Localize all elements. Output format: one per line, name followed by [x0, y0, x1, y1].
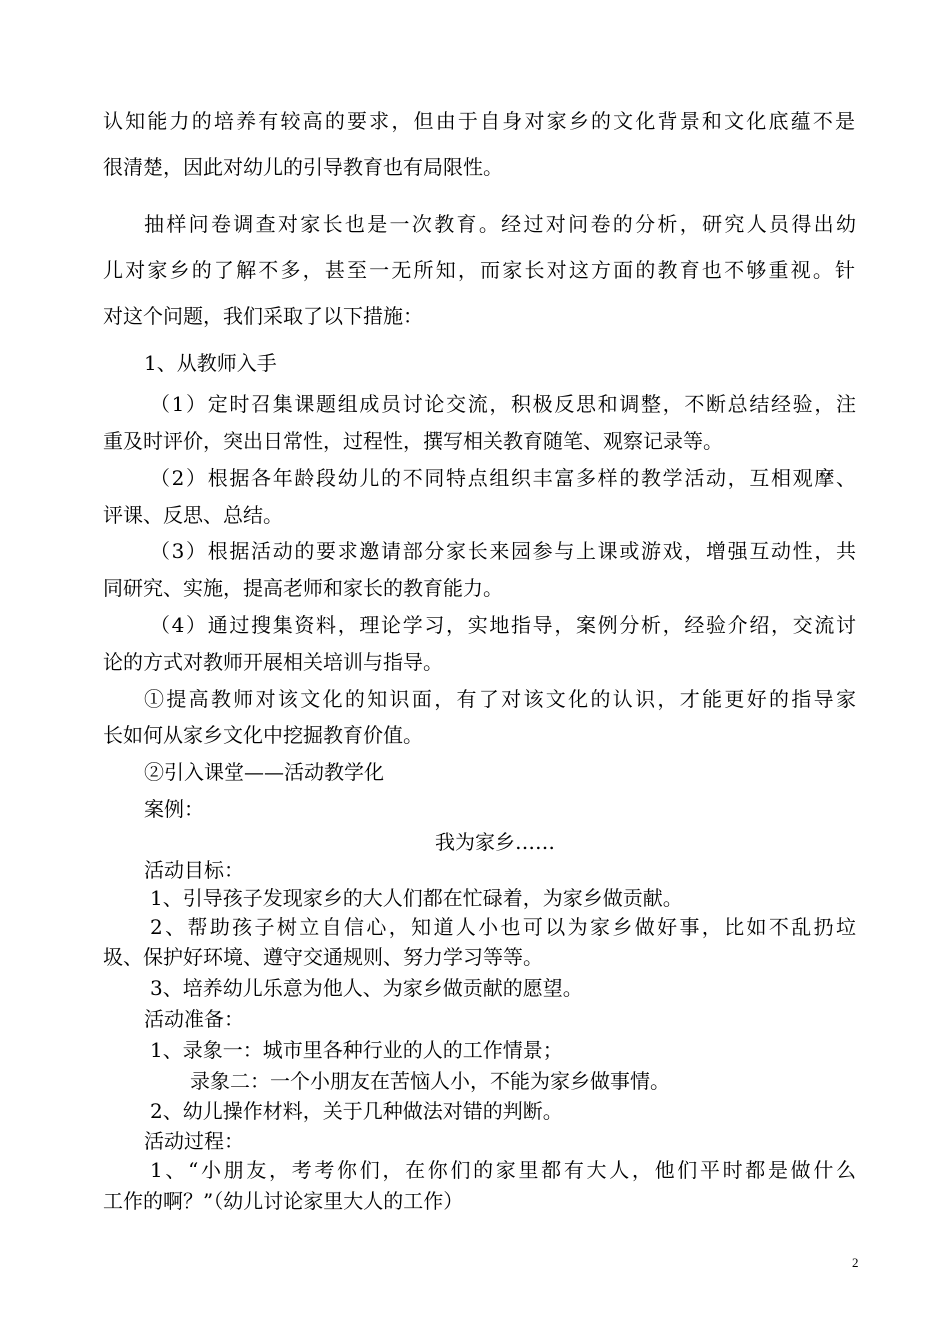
- case-label: 案例：: [144, 797, 204, 821]
- body-text-line: ②引入课堂——活动教学化: [144, 760, 384, 784]
- list-item: 1、录象一：城市里各种行业的人的工作情景；: [150, 1038, 563, 1062]
- list-item-continuation: 工作的啊？”（幼儿讨论家里大人的工作）: [103, 1189, 464, 1213]
- body-text-line: （1）定时召集课题组成员讨论交流，积极反思和调整，不断总结经验，注: [150, 392, 856, 416]
- body-text-line: 儿对家乡的了解不多，甚至一无所知，而家长对这方面的教育也不够重视。针: [103, 258, 855, 282]
- subheading-process: 活动过程：: [144, 1129, 244, 1153]
- body-text-line: 认知能力的培养有较高的要求，但由于自身对家乡的文化背景和文化底蕴不是: [103, 109, 855, 133]
- body-text-line: （2）根据各年龄段幼儿的不同特点组织丰富多样的教学活动，互相观摩、: [150, 466, 856, 490]
- body-text-line: 长如何从家乡文化中挖掘教育价值。: [103, 723, 423, 747]
- list-item-continuation: 圾、保护好环境、遵守交通规则、努力学习等等。: [103, 945, 543, 969]
- section-heading: 1、从教师入手: [144, 351, 277, 375]
- body-text-line: 对这个问题，我们采取了以下措施：: [103, 304, 423, 328]
- subheading-preparation: 活动准备：: [144, 1007, 244, 1031]
- body-text-line: ①提高教师对该文化的知识面，有了对该文化的认识，才能更好的指导家: [144, 687, 856, 711]
- body-text-line: 抽样问卷调查对家长也是一次教育。经过对问卷的分析，研究人员得出幼: [144, 212, 856, 236]
- subheading-goals: 活动目标：: [144, 858, 244, 882]
- list-item: 录象二：一个小朋友在苦恼人小，不能为家乡做事情。: [190, 1069, 670, 1093]
- body-text-line: 同研究、实施，提高老师和家长的教育能力。: [103, 576, 503, 600]
- list-item: 3、培养幼儿乐意为他人、为家乡做贡献的愿望。: [150, 976, 583, 1000]
- body-text-line: 论的方式对教师开展相关培训与指导。: [103, 650, 443, 674]
- list-item: 1、引导孩子发现家乡的大人们都在忙碌着，为家乡做贡献。: [150, 886, 683, 910]
- case-title: 我为家乡……: [435, 830, 555, 854]
- list-item: 1、“小朋友，考考你们，在你们的家里都有大人，他们平时都是做什么: [150, 1158, 856, 1182]
- body-text-line: 很清楚，因此对幼儿的引导教育也有局限性。: [103, 155, 503, 179]
- body-text-line: （4）通过搜集资料，理论学习，实地指导，案例分析，经验介绍，交流讨: [150, 613, 856, 637]
- list-item: 2、幼儿操作材料，关于几种做法对错的判断。: [150, 1099, 563, 1123]
- page-number: 2: [852, 1255, 859, 1270]
- body-text-line: （3）根据活动的要求邀请部分家长来园参与上课或游戏，增强互动性，共: [150, 539, 856, 563]
- body-text-line: 重及时评价，突出日常性，过程性，撰写相关教育随笔、观察记录等。: [103, 429, 723, 453]
- body-text-line: 评课、反思、总结。: [103, 503, 283, 527]
- list-item: 2、帮助孩子树立自信心，知道人小也可以为家乡做好事，比如不乱扔垃: [150, 915, 856, 939]
